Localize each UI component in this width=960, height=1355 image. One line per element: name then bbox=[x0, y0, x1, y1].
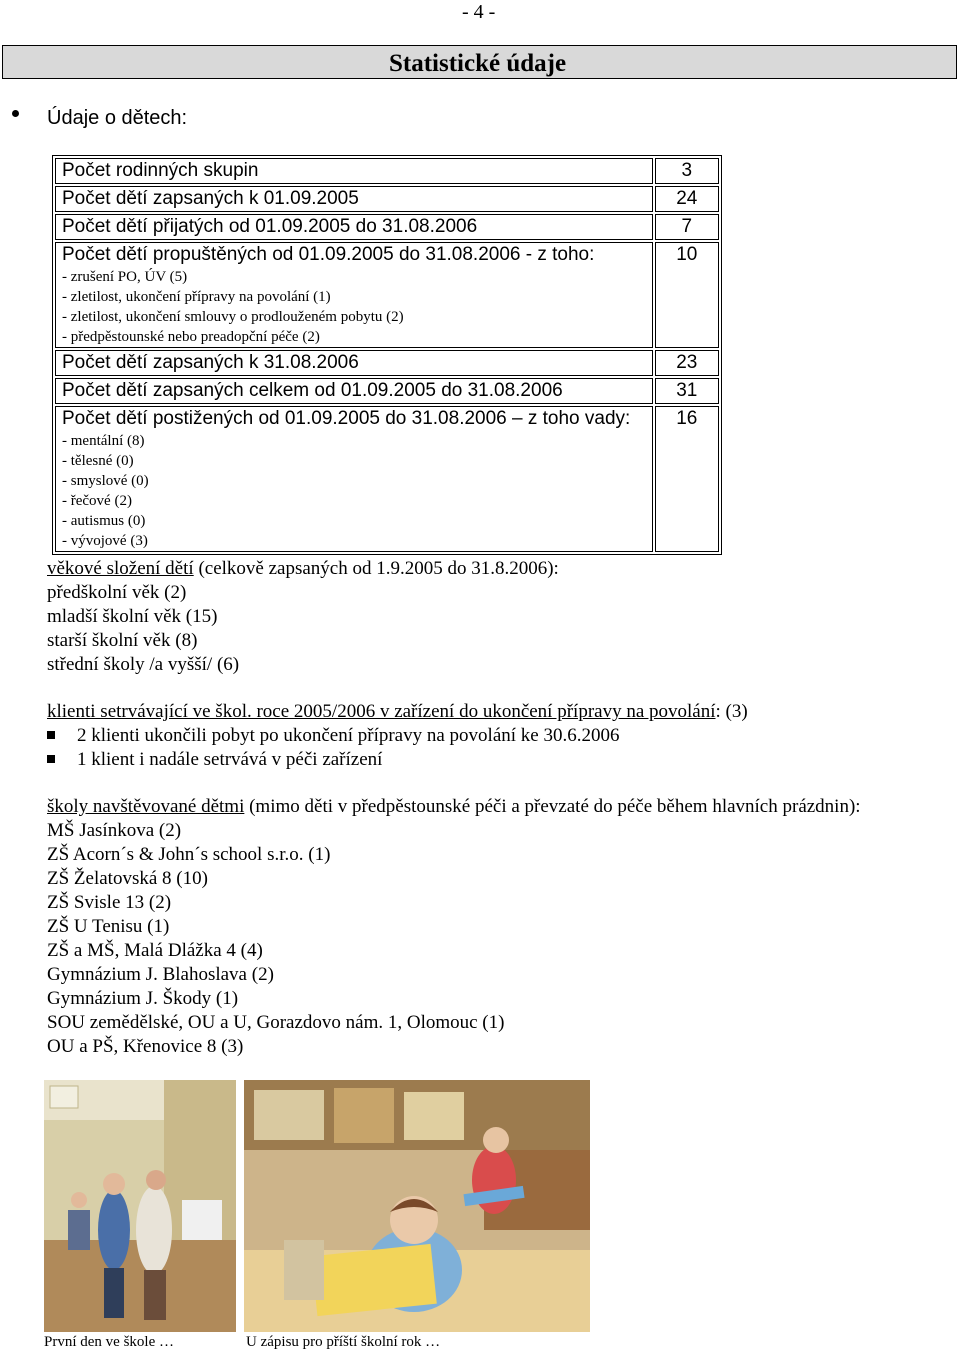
school-item: ZŠ Svisle 13 (2) bbox=[47, 892, 172, 913]
stats-label-cell bbox=[55, 214, 653, 240]
stats-value-cell bbox=[655, 186, 719, 212]
page-title: Statistické údaje bbox=[389, 50, 567, 77]
age-heading: věkové složení dětí (celkově zapsaných od 1.9.2005 do 31.8.2006): bbox=[47, 558, 559, 579]
stats-label: Počet dětí zapsaných k 31.08.2006 bbox=[62, 352, 359, 373]
stats-value-cell bbox=[655, 378, 719, 404]
age-line: střední školy /a vyšší/ (6) bbox=[47, 654, 240, 675]
school-item: MŠ Jasínkova (2) bbox=[47, 820, 182, 841]
photo-first-day bbox=[44, 1080, 236, 1332]
stats-row bbox=[55, 214, 719, 240]
bullet-icon bbox=[12, 110, 19, 117]
stats-sub-item: - mentální (8) bbox=[62, 433, 145, 449]
stats-label-cell bbox=[55, 378, 653, 404]
clients-bullet: 1 klient i nadále setrvává v péči zařízení bbox=[47, 748, 748, 772]
school-item: SOU zemědělské, OU a U, Gorazdovo nám. 1, Olomouc (1) bbox=[47, 1012, 505, 1033]
school-item: Gymnázium J. Škody (1) bbox=[47, 988, 239, 1009]
stats-value: 7 bbox=[681, 216, 693, 237]
stats-value: 24 bbox=[676, 188, 698, 209]
stats-value-cell bbox=[655, 158, 719, 184]
stats-label-cell bbox=[55, 158, 653, 184]
stats-sub-item: - předpěstounské nebo preadopční péče (2) bbox=[62, 329, 320, 345]
stats-value-cell bbox=[655, 350, 719, 376]
schools-heading: školy navštěvované dětmi (mimo děti v předpěstounské péči a převzaté do péče během hlavních prázdnin): bbox=[47, 796, 861, 817]
school-item: ZŠ U Tenisu (1) bbox=[47, 916, 170, 937]
school-item: ZŠ Acorn´s & John´s school s.r.o. (1) bbox=[47, 844, 331, 865]
stats-table bbox=[52, 155, 722, 555]
age-line: starší školní věk (8) bbox=[47, 630, 198, 651]
stats-sub-item: - řečové (2) bbox=[62, 493, 132, 509]
stats-label: Počet dětí zapsaných k 01.09.2005 bbox=[62, 188, 359, 209]
stats-label: Počet rodinných skupin bbox=[62, 160, 259, 181]
stats-sub-item: - zrušení PO, ÚV (5) bbox=[62, 269, 188, 285]
stats-row bbox=[55, 242, 719, 348]
stats-value: 16 bbox=[676, 408, 698, 429]
stats-value: 31 bbox=[676, 380, 698, 401]
stats-sub-item: - autismus (0) bbox=[62, 513, 146, 529]
school-item: Gymnázium J. Blahoslava (2) bbox=[47, 964, 274, 985]
stats-label: Počet dětí zapsaných celkem od 01.09.2005 do 31.08.2006 bbox=[62, 380, 563, 401]
clients-section bbox=[47, 700, 748, 772]
stats-label: Počet dětí propuštěných od 01.09.2005 do 31.08.2006 - z toho: bbox=[62, 244, 595, 265]
stats-label-cell bbox=[55, 242, 653, 348]
school-item: ZŠ a MŠ, Malá Dlážka 4 (4) bbox=[47, 940, 263, 961]
square-bullet-icon bbox=[47, 755, 55, 763]
photo-caption: U zápisu pro příští školní rok … bbox=[246, 1334, 441, 1350]
photo-caption: První den ve škole … bbox=[44, 1334, 174, 1350]
stats-value-cell bbox=[655, 406, 719, 552]
school-item: ZŠ Želatovská 8 (10) bbox=[47, 868, 208, 889]
stats-row bbox=[55, 186, 719, 212]
stats-label-cell bbox=[55, 350, 653, 376]
stats-sub-item: - smyslové (0) bbox=[62, 473, 149, 489]
stats-label: Počet dětí přijatých od 01.09.2005 do 31.08.2006 bbox=[62, 216, 478, 237]
stats-sub-item: - tělesné (0) bbox=[62, 453, 134, 469]
photo-enrolment bbox=[244, 1080, 590, 1332]
title-bar bbox=[2, 45, 957, 79]
clients-heading: klienti setrvávající ve škol. roce 2005/2006 v zařízení do ukončení přípravy na povolání: (3) bbox=[47, 701, 748, 722]
stats-sub-item: - vývojové (3) bbox=[62, 533, 148, 549]
age-line: mladší školní věk (15) bbox=[47, 606, 218, 627]
stats-value: 23 bbox=[676, 352, 698, 373]
stats-row bbox=[55, 158, 719, 184]
stats-sub-item: - zletilost, ukončení přípravy na povolání (1) bbox=[62, 289, 331, 305]
square-bullet-icon bbox=[47, 731, 55, 739]
schools-section bbox=[47, 795, 861, 1059]
section-label: Údaje o dětech: bbox=[47, 107, 188, 129]
stats-value-cell bbox=[655, 242, 719, 348]
school-item: OU a PŠ, Křenovice 8 (3) bbox=[47, 1036, 244, 1057]
stats-sub-item: - zletilost, ukončení smlouvy o prodlouženém pobytu (2) bbox=[62, 309, 404, 325]
clients-bullet: 2 klienti ukončili pobyt po ukončení přípravy na povolání ke 30.6.2006 bbox=[47, 724, 748, 748]
age-line: předškolní věk (2) bbox=[47, 582, 187, 603]
stats-value: 10 bbox=[676, 244, 698, 265]
stats-value-cell bbox=[655, 214, 719, 240]
age-section bbox=[47, 557, 559, 677]
stats-label-cell bbox=[55, 186, 653, 212]
stats-label: Počet dětí postižených od 01.09.2005 do 31.08.2006 – z toho vady: bbox=[62, 408, 631, 429]
stats-row bbox=[55, 350, 719, 376]
stats-value: 3 bbox=[681, 160, 693, 181]
stats-row bbox=[55, 406, 719, 552]
stats-label-cell bbox=[55, 406, 653, 552]
stats-row bbox=[55, 378, 719, 404]
